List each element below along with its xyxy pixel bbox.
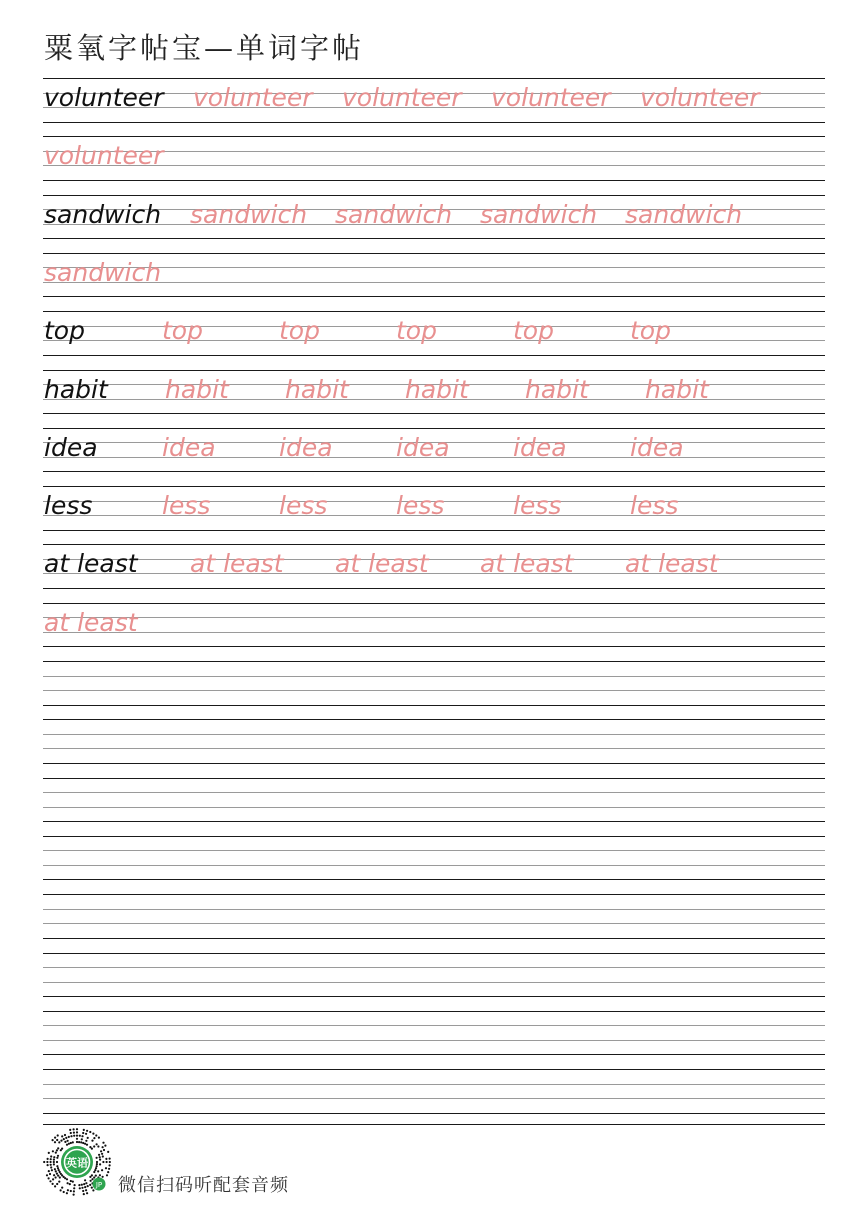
guide-line: [43, 748, 825, 749]
writing-row: [43, 78, 825, 136]
guide-line: [43, 195, 825, 196]
qr-corner-label: JP: [95, 1181, 103, 1189]
guide-line: [43, 894, 825, 895]
guide-line: [43, 690, 825, 691]
model-word: at least: [44, 549, 138, 579]
writing-row: [43, 603, 825, 661]
guide-line: [43, 603, 825, 604]
trace-word: volunteer: [640, 83, 760, 112]
guide-line: [43, 370, 825, 371]
guide-line: [43, 253, 825, 254]
trace-word: idea: [513, 432, 567, 462]
writing-row: [43, 253, 825, 311]
trace-word: habit: [405, 374, 469, 404]
writing-row: [43, 894, 825, 952]
guide-line: [43, 122, 825, 123]
writing-row: [43, 778, 825, 836]
trace-word: at least: [480, 549, 574, 579]
guide-line: [43, 355, 825, 356]
trace-word: less: [396, 491, 445, 521]
guide-line: [43, 821, 825, 822]
model-word: idea: [44, 432, 98, 462]
writing-sheet: [43, 78, 825, 1118]
trace-word: volunteer: [44, 141, 164, 171]
trace-word: idea: [396, 432, 450, 462]
qr-code-icon[interactable]: [42, 1127, 112, 1197]
model-word: volunteer: [44, 83, 164, 112]
footer-caption: 微信扫码听配套音频: [118, 1175, 289, 1196]
guide-line: [43, 734, 825, 735]
trace-word: top: [513, 316, 554, 346]
writing-row: [43, 486, 825, 544]
trace-word: habit: [525, 374, 589, 404]
trace-word: at least: [335, 549, 429, 579]
guide-line: [43, 879, 825, 880]
guide-line: [43, 705, 825, 706]
trace-word: habit: [645, 374, 709, 404]
guide-line: [43, 544, 825, 545]
trace-word: top: [630, 316, 671, 346]
guide-line: [43, 661, 825, 662]
writing-row: [43, 719, 825, 777]
model-word: less: [44, 491, 93, 521]
trace-word: habit: [165, 374, 229, 404]
guide-line: [43, 967, 825, 968]
guide-line: [43, 530, 825, 531]
trace-word: less: [630, 491, 679, 521]
guide-line: [43, 413, 825, 414]
guide-line: [43, 850, 825, 851]
writing-row: [43, 311, 825, 369]
writing-row: [43, 428, 825, 486]
writing-row: [43, 661, 825, 719]
trace-word: idea: [279, 432, 333, 462]
trace-word: sandwich: [44, 257, 162, 287]
writing-row: [43, 544, 825, 602]
qr-code-graphic: [42, 1127, 112, 1197]
guide-line: [43, 180, 825, 181]
trace-word: idea: [630, 432, 684, 462]
guide-line: [43, 909, 825, 910]
guide-line: [43, 1069, 825, 1070]
guide-line: [43, 938, 825, 939]
guide-line: [43, 1098, 825, 1099]
guide-line: [43, 923, 825, 924]
guide-line: [43, 982, 825, 983]
model-word: habit: [44, 374, 108, 404]
trace-word: volunteer: [193, 83, 313, 112]
qr-badge-label: 英语: [66, 1156, 88, 1170]
guide-line: [43, 996, 825, 997]
trace-word: at least: [190, 549, 284, 579]
trace-word: less: [279, 491, 328, 521]
trace-word: top: [162, 316, 203, 346]
writing-row: [43, 836, 825, 894]
guide-line: [43, 865, 825, 866]
guide-line: [43, 763, 825, 764]
trace-word: sandwich: [625, 199, 743, 229]
guide-line: [43, 1040, 825, 1041]
trace-word: volunteer: [342, 83, 462, 112]
guide-line: [43, 953, 825, 954]
writing-row: [43, 136, 825, 194]
guide-line: [43, 136, 825, 137]
guide-line: [43, 632, 825, 633]
guide-line: [43, 778, 825, 779]
trace-word: volunteer: [491, 83, 611, 112]
guide-line: [43, 1054, 825, 1055]
writing-row: [43, 370, 825, 428]
trace-word: sandwich: [335, 199, 453, 229]
trace-word: at least: [44, 607, 138, 637]
guide-line: [43, 1113, 825, 1114]
guide-line: [43, 78, 825, 79]
trace-word: less: [162, 491, 211, 521]
guide-line: [43, 646, 825, 647]
trace-word: sandwich: [190, 199, 308, 229]
guide-line: [43, 471, 825, 472]
writing-row: [43, 1069, 825, 1127]
guide-line: [43, 311, 825, 312]
trace-word: top: [279, 316, 320, 346]
guide-line: [43, 676, 825, 677]
guide-line: [43, 807, 825, 808]
writing-row: [43, 195, 825, 253]
guide-line: [43, 296, 825, 297]
trace-word: less: [513, 491, 562, 521]
guide-line: [43, 428, 825, 429]
writing-row: [43, 953, 825, 1011]
trace-word: sandwich: [480, 199, 598, 229]
guide-line: [43, 719, 825, 720]
guide-line: [43, 617, 825, 618]
guide-line: [43, 588, 825, 589]
model-word: sandwich: [44, 199, 162, 229]
trace-word: habit: [285, 374, 349, 404]
guide-line: [43, 1025, 825, 1026]
model-word: top: [44, 316, 85, 346]
guide-line: [43, 1124, 825, 1125]
guide-line: [43, 836, 825, 837]
guide-line: [43, 1011, 825, 1012]
writing-row: [43, 1011, 825, 1069]
trace-word: at least: [625, 549, 719, 579]
trace-word: idea: [162, 432, 216, 462]
trace-word: top: [396, 316, 437, 346]
guide-line: [43, 1084, 825, 1085]
page-title: 粟氧字帖宝—单词字帖: [44, 31, 365, 65]
guide-line: [43, 792, 825, 793]
guide-line: [43, 238, 825, 239]
guide-line: [43, 486, 825, 487]
